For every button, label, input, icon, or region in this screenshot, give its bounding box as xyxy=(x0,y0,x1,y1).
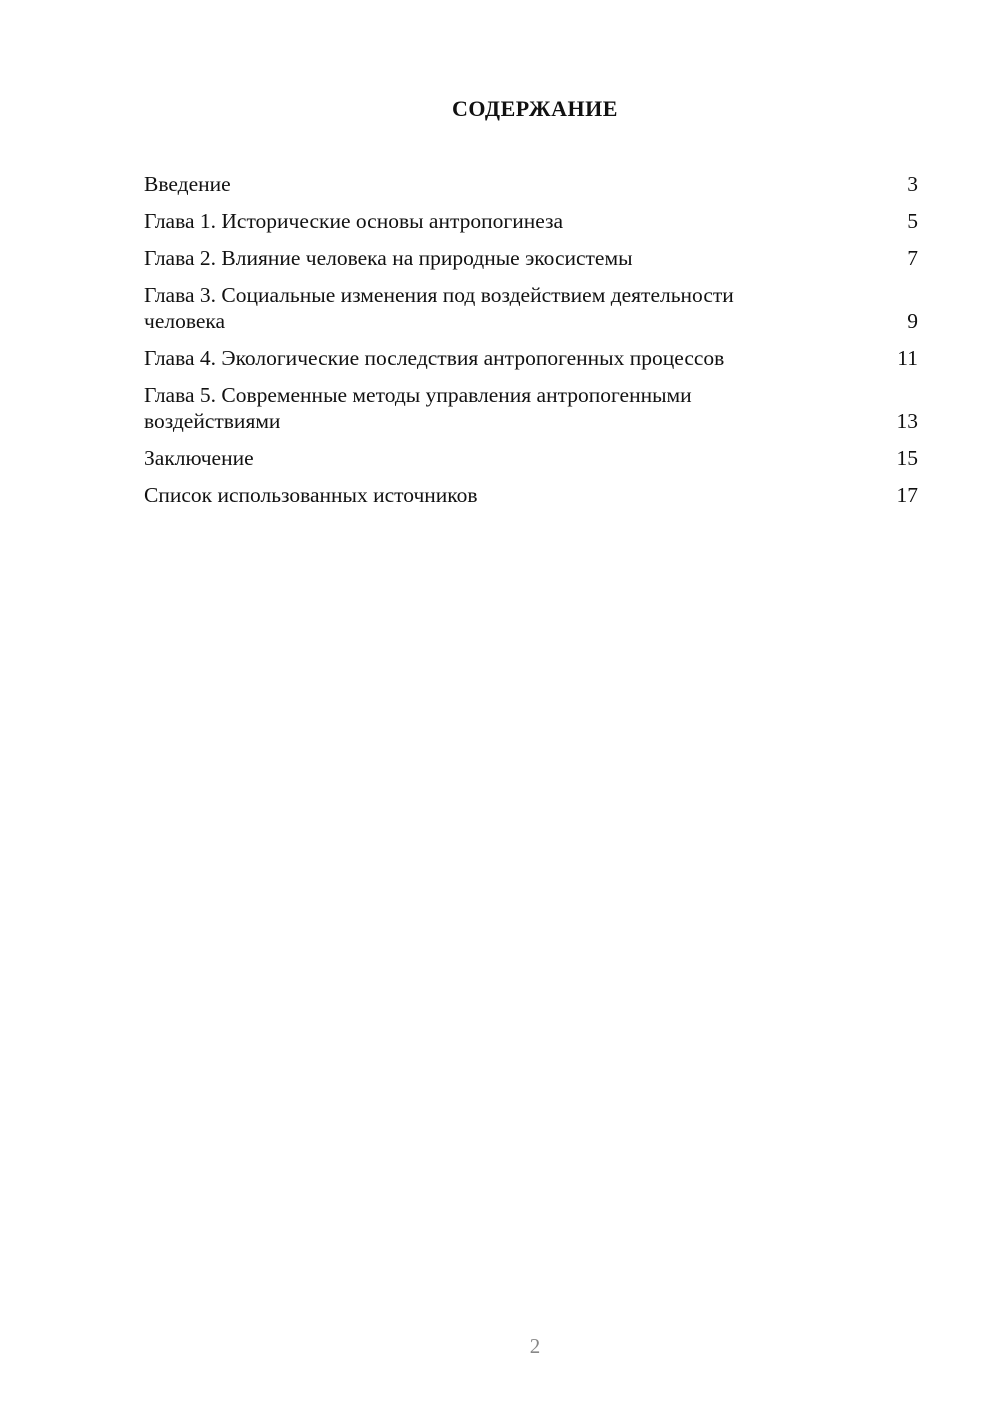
toc-entry-label: Список использованных источников xyxy=(144,483,478,507)
toc-entry-label: Глава 3. Социальные изменения под воздействием деятельности человека xyxy=(144,283,734,333)
toc-entry-introduction xyxy=(144,171,918,197)
toc-title: СОДЕРЖАНИЕ xyxy=(452,96,618,121)
toc-entry-page: 3 xyxy=(907,172,918,196)
toc-entry-references xyxy=(144,482,918,508)
toc-entry-page: 9 xyxy=(907,309,918,333)
toc-entry-label: Глава 1. Исторические основы антропогинеза xyxy=(144,209,564,233)
toc-entry-chapter-3 xyxy=(144,282,918,334)
toc-entry-label: Глава 4. Экологические последствия антропогенных процессов xyxy=(144,346,725,370)
toc-entry-label: Глава 2. Влияние человека на природные экосистемы xyxy=(144,246,633,270)
toc-entry-chapter-2 xyxy=(144,245,918,271)
toc-entry-page: 13 xyxy=(896,409,918,433)
toc-entry-label: Глава 5. Современные методы управления антропогенными воздействиями xyxy=(144,383,692,433)
toc-entry-conclusion xyxy=(144,445,918,471)
table-of-contents xyxy=(144,171,918,519)
toc-entry-label: Введение xyxy=(144,172,231,196)
toc-entry-page: 11 xyxy=(897,346,918,370)
toc-entry-chapter-4 xyxy=(144,345,918,371)
toc-entry-page: 17 xyxy=(896,483,918,507)
toc-entry-page: 15 xyxy=(896,446,918,470)
toc-entry-page: 7 xyxy=(907,246,918,270)
toc-entry-chapter-5 xyxy=(144,382,918,434)
toc-entry-label: Заключение xyxy=(144,446,254,470)
page-number: 2 xyxy=(529,1334,541,1358)
toc-entry-chapter-1 xyxy=(144,208,918,234)
toc-entry-page: 5 xyxy=(907,209,918,233)
